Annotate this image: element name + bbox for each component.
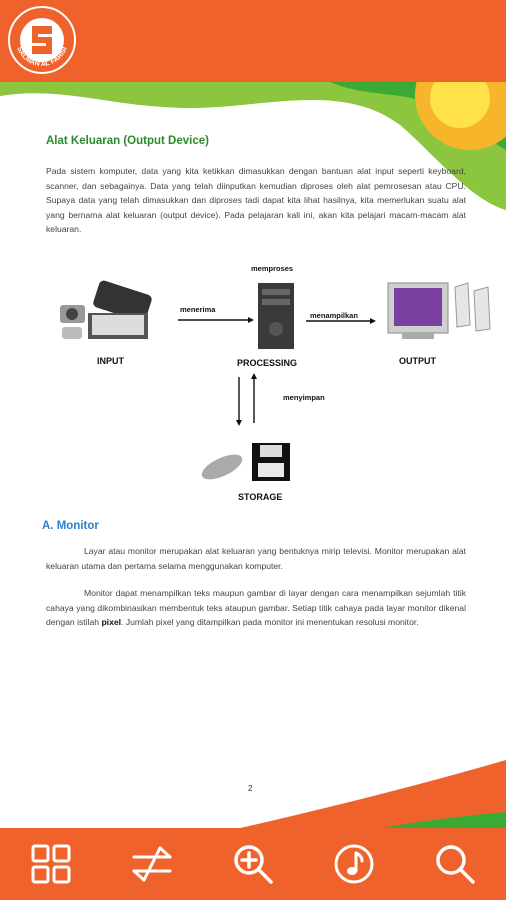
diagram-label-processing: PROCESSING [237,358,298,368]
paragraph-text: Monitor dapat menampilkan teks maupun gambar di layar dengan cara menampilkan sejumlah titik cahaya yang dikombinasikan membentuk teks ataupun gambar. Setiap titik cahaya pada layar monitor dikenal dengan istilah [46,588,466,628]
pixel-term: pixel [101,617,122,628]
diagram-arrow-menerima: menerima [180,305,216,314]
zoom-in-icon [231,842,275,886]
heading-monitor: A. Monitor [42,520,99,532]
music-icon [333,843,375,885]
svg-text:SALMAN AL FARISI: SALMAN AL FARISI [15,45,69,69]
output-devices-illustration [388,283,490,339]
diagram-arrow-memproses: memproses [251,264,294,273]
io-diagram [0,255,506,515]
salman-al-farisi-logo [6,4,78,76]
diagram-label-output: OUTPUT [399,356,436,366]
section-title: Alat Keluaran (Output Device) [46,135,209,147]
music-button[interactable] [326,836,382,892]
diagram-arrow-menampilkan: menampilkan [310,311,358,320]
diagram-label-input: INPUT [97,356,124,366]
swap-arrows-icon [130,844,174,884]
search-button[interactable] [427,836,483,892]
top-bar [0,0,506,82]
monitor-paragraph-1: Layar atau monitor merupakan alat keluaran yang bentuknya mirip televisi. Monitor merupakan alat keluaran utama dan pertama selama menggunakan komputer. [46,546,466,571]
diagram-label-storage: STORAGE [238,492,283,502]
monitor-paragraph-2 [46,586,466,630]
paragraph-text: . Jumlah pixel yang ditampilkan pada monitor ini menentukan resolusi monitor. [121,617,419,628]
input-devices-illustration [60,279,153,339]
diagram-arrow-menyimpan: menyimpan [283,393,325,402]
page-number: 2 [248,784,253,793]
thumbnails-button[interactable] [23,836,79,892]
bottom-toolbar [0,828,506,900]
storage-illustration [198,443,290,484]
search-icon [433,842,477,886]
intro-paragraph: Pada sistem komputer, data yang kita ketikkan dimasukkan dengan bantuan alat input seperti keyboard, scanner, dan sebagainya. Data yang telah diinputkan kemudian diproses oleh alat pemrosesan atau CPU. Supaya data yang telah dimasukkan dan diproses tadi dapat kita lihat hasilnya, kita memerlukan suatu alat yang bernama alat keluaran (output device). Pada pelajaran kali ini, akan kita pelajari macam-macam alat keluaran. [46,166,466,235]
cpu-tower-illustration [258,283,294,349]
grid-icon [30,843,72,885]
page-flip-button[interactable] [124,836,180,892]
zoom-in-button[interactable] [225,836,281,892]
